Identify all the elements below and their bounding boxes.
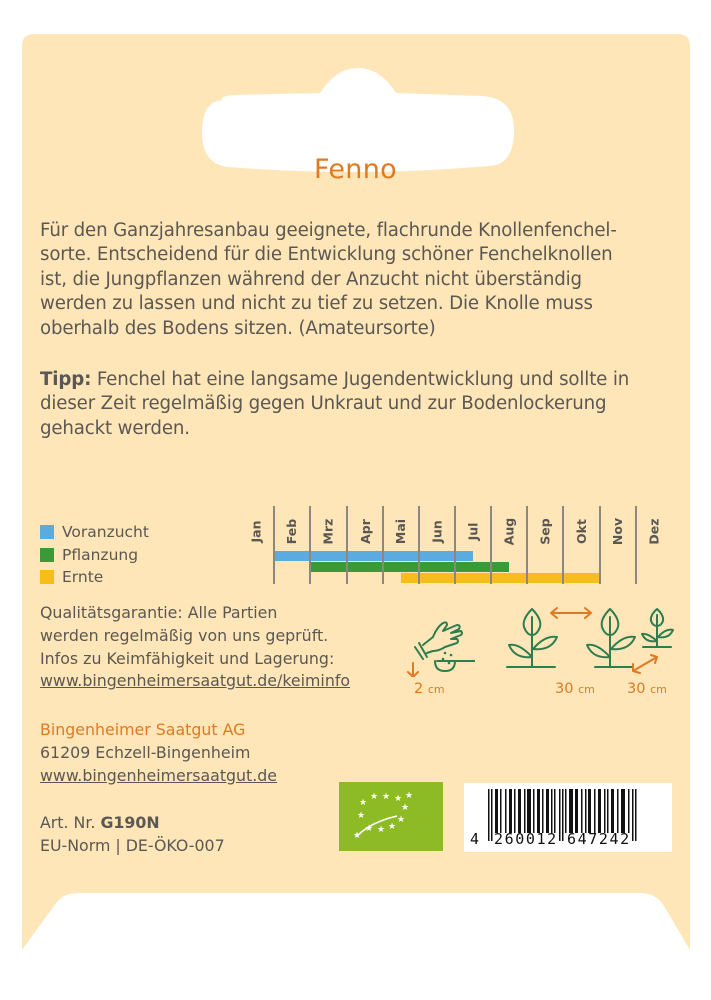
sowing-depth-label: 2 cm bbox=[414, 681, 445, 697]
product-description bbox=[40, 219, 680, 341]
svg-text:★: ★ bbox=[365, 824, 374, 834]
quality-line: Qualitätsgarantie: Alle Partien bbox=[40, 603, 278, 622]
legend-item-pflanzung bbox=[40, 544, 149, 567]
legend-label: Pflanzung bbox=[62, 545, 139, 564]
keiminfo-link[interactable]: www.bingenheimersaatgut.de/keiminfo bbox=[40, 671, 351, 691]
month-divider bbox=[382, 506, 384, 584]
month-label-nov: Nov bbox=[610, 517, 626, 545]
svg-text:★: ★ bbox=[370, 792, 379, 802]
month-label-feb: Feb bbox=[284, 518, 300, 544]
svg-text:★: ★ bbox=[394, 794, 403, 804]
tip-line: gehackt werden. bbox=[40, 417, 190, 439]
legend-label: Voranzucht bbox=[62, 523, 149, 541]
bar-pflanzung bbox=[310, 562, 509, 572]
month-label-jan: Jan bbox=[248, 520, 264, 542]
eu-organic-logo bbox=[339, 782, 443, 851]
calendar-legend bbox=[40, 521, 149, 589]
product-title: Fenno bbox=[314, 154, 397, 185]
svg-text:★: ★ bbox=[388, 822, 397, 832]
month-divider bbox=[273, 506, 275, 584]
description-line: werden zu lassen und nicht zu tief zu setzen. Die Knolle muss bbox=[40, 293, 593, 315]
month-divider bbox=[418, 506, 420, 584]
legend-swatch-green bbox=[40, 548, 54, 562]
svg-text:★: ★ bbox=[401, 803, 410, 813]
quality-guarantee bbox=[40, 602, 350, 693]
description-line: ist, die Jungpflanzen während der Anzucht nicht überständig bbox=[40, 268, 582, 290]
description-line: oberhalb des Bodens sitzen. (Amateursorte) bbox=[40, 317, 436, 339]
month-divider bbox=[599, 506, 601, 584]
row-spacing-label: 30 cm bbox=[555, 681, 595, 697]
month-divider bbox=[635, 506, 637, 584]
svg-text:★: ★ bbox=[357, 811, 366, 821]
month-label-okt: Okt bbox=[573, 518, 589, 544]
bar-ernte bbox=[401, 573, 599, 583]
month-divider bbox=[454, 506, 456, 584]
eu-leaf-stars-icon bbox=[339, 782, 443, 851]
article-number: G190N bbox=[100, 813, 160, 832]
description-line: Für den Ganzjahresanbau geeignete, flachrunde Knollenfenchel- bbox=[40, 220, 617, 241]
plant-spacing-label: 30 cm bbox=[627, 681, 667, 697]
month-divider bbox=[309, 506, 311, 584]
article-label: Art. Nr. bbox=[40, 813, 101, 832]
month-label-mrz: Mrz bbox=[320, 518, 336, 544]
month-divider bbox=[490, 506, 492, 584]
barcode-digit-prefix: 4 bbox=[470, 830, 480, 848]
legend-item-ernte bbox=[40, 566, 149, 589]
tip-label: Tipp: bbox=[40, 369, 92, 390]
barcode-digits-left: 260012 bbox=[494, 830, 558, 848]
company-address: 61209 Echzell-Bingenheim bbox=[40, 742, 251, 762]
svg-text:★: ★ bbox=[377, 825, 386, 835]
ean-barcode bbox=[464, 783, 672, 852]
description-line: sorte. Entscheidend für die Entwicklung schöner Fenchelknollen bbox=[40, 244, 613, 266]
article-info bbox=[40, 812, 225, 858]
legend-item-voranzucht bbox=[40, 521, 149, 544]
barcode-digits-right: 647242 bbox=[567, 830, 631, 848]
svg-text:★: ★ bbox=[405, 791, 414, 801]
company-info bbox=[40, 719, 277, 787]
legend-swatch-yellow bbox=[40, 570, 54, 584]
sowing-hand-icon bbox=[405, 605, 475, 677]
quality-line: Infos zu Keimfähigkeit und Lagerung: bbox=[40, 648, 335, 668]
svg-text:★: ★ bbox=[353, 831, 362, 841]
tip-line: dieser Zeit regelmäßig gegen Unkraut und zur Bodenlockerung bbox=[40, 393, 607, 415]
company-website-link[interactable]: www.bingenheimersaatgut.de bbox=[40, 765, 278, 785]
month-divider bbox=[346, 506, 348, 584]
legend-label: Ernte bbox=[62, 568, 104, 586]
svg-text:★: ★ bbox=[397, 815, 406, 825]
tip-text bbox=[40, 368, 680, 441]
legend-swatch-blue bbox=[40, 525, 54, 539]
month-label-jun: Jun bbox=[429, 519, 445, 543]
tip-line: Fenchel hat eine langsame Jugendentwicklung und sollte in bbox=[91, 369, 630, 390]
svg-text:★: ★ bbox=[359, 798, 368, 808]
month-label-sep: Sep bbox=[537, 517, 553, 545]
month-label-dez: Dez bbox=[646, 517, 662, 545]
month-divider bbox=[526, 506, 528, 584]
month-divider bbox=[562, 506, 564, 584]
month-label-aug: Aug bbox=[501, 517, 517, 545]
month-label-apr: Apr bbox=[357, 518, 373, 544]
company-name: Bingenheimer Saatgut AG bbox=[40, 720, 246, 739]
quality-line: werden regelmäßig von uns geprüft. bbox=[40, 625, 329, 645]
month-label-jul: Jul bbox=[465, 522, 481, 540]
eu-norm-code: EU-Norm | DE-ÖKO-007 bbox=[40, 835, 225, 855]
month-label-mai: Mai bbox=[393, 518, 409, 544]
plant-spacing-icon bbox=[505, 605, 680, 675]
bar-voranzucht bbox=[274, 551, 473, 561]
svg-text:★: ★ bbox=[382, 792, 391, 802]
